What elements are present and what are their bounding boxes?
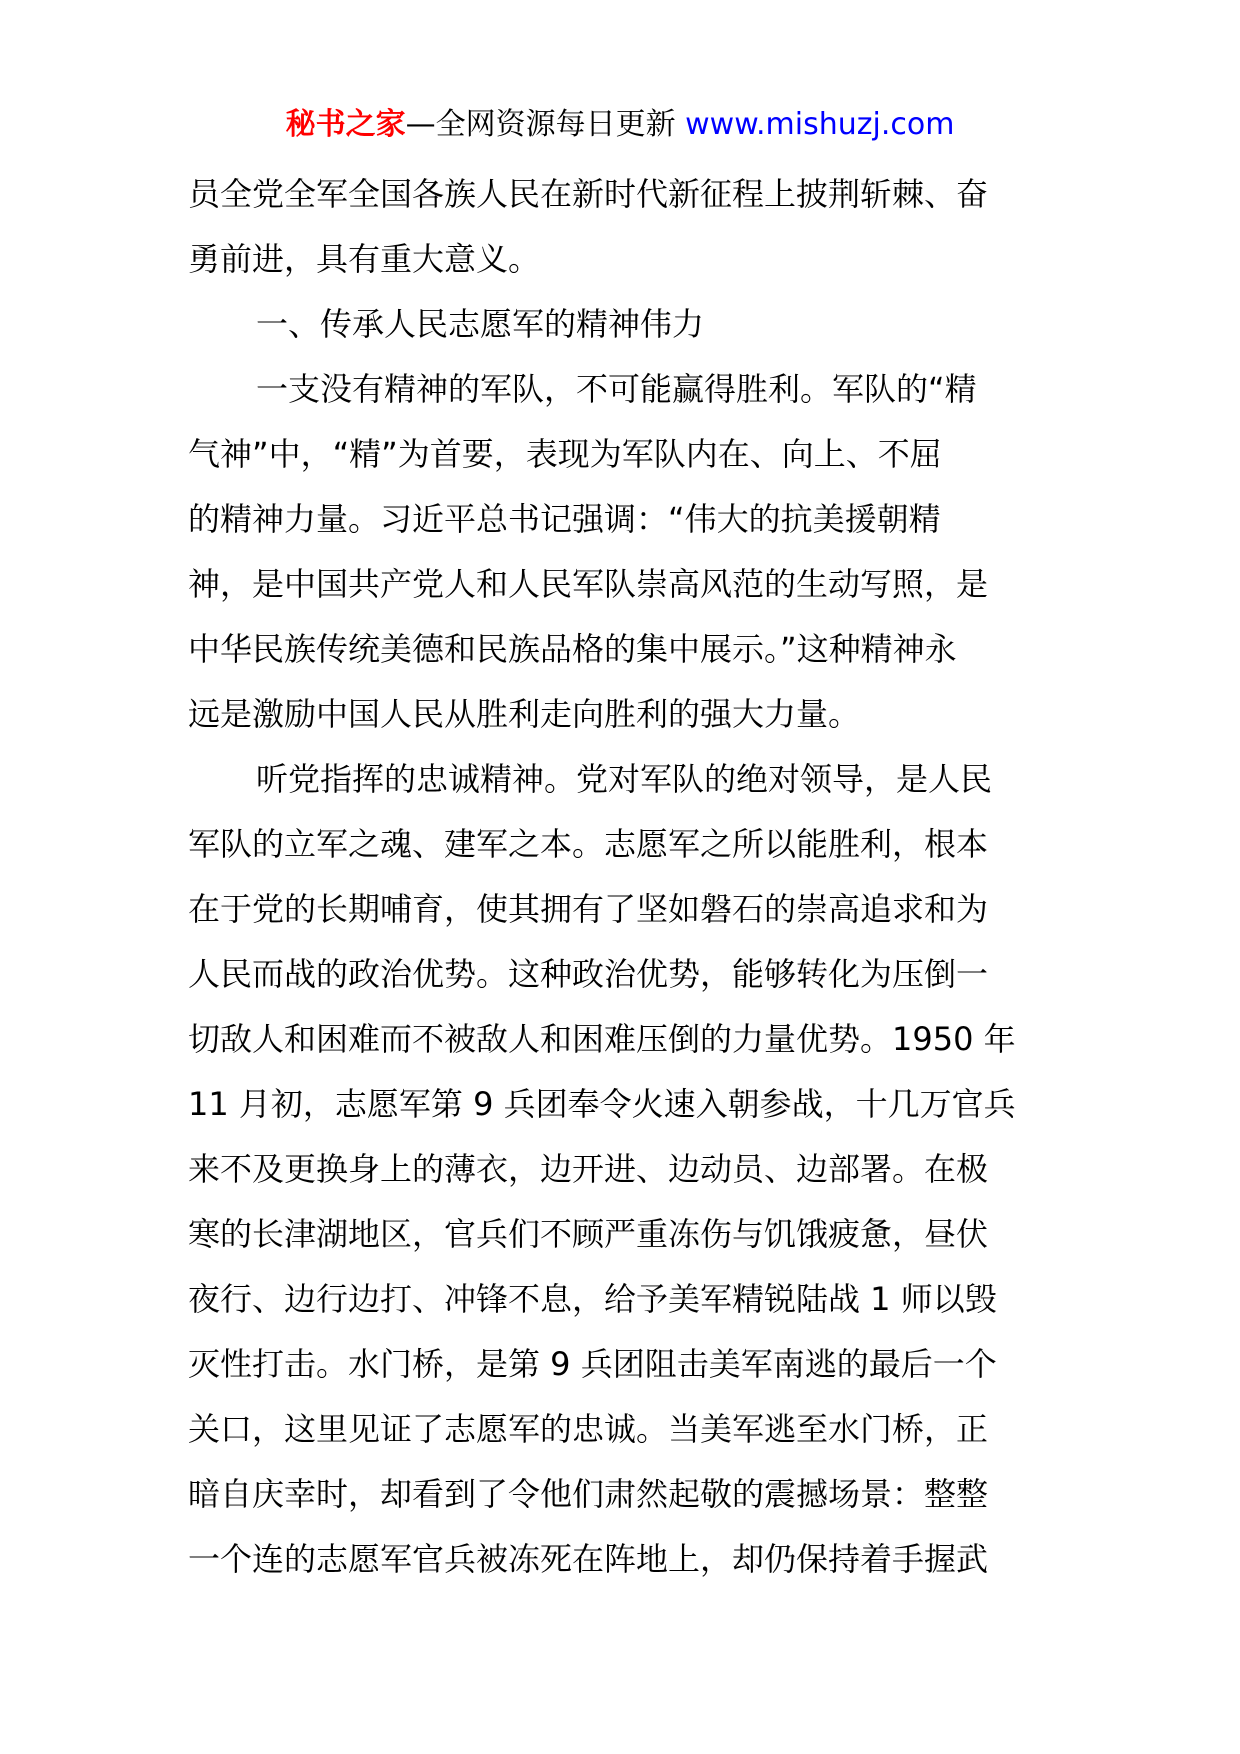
text-line: 员全党全军全国各族人民在新时代新征程上披荆斩棘、奋 (188, 175, 989, 213)
brand-name: 秘书之家 (285, 107, 406, 142)
text-line: 暗自庆幸时，却看到了令他们肃然起敬的震撼场景：整整 (188, 1475, 989, 1513)
section-heading: 一、传承人民志愿军的精神伟力 (256, 305, 705, 343)
text-line: 听党指挥的忠诚精神。党对军队的绝对领导，是人民 (256, 760, 993, 798)
text-line: 11 月初，志愿军第 9 兵团奉令火速入朝参战，十几万官兵 (188, 1085, 1016, 1123)
text-line: 来不及更换身上的薄衣，边开进、边动员、边部署。在极 (188, 1150, 989, 1188)
text-line: 勇前进，具有重大意义。 (188, 240, 541, 278)
text-line: 一支没有精神的军队，不可能赢得胜利。军队的“精 (256, 370, 977, 408)
page-header (0, 100, 1240, 150)
text-line: 切敌人和困难而不被敌人和困难压倒的力量优势。1950 年 (188, 1020, 1016, 1058)
text-line: 关口，这里见证了志愿军的忠诚。当美军逃至水门桥，正 (188, 1410, 989, 1448)
text-line: 神，是中国共产党人和人民军队崇高风范的生动写照，是 (188, 565, 989, 603)
document-body (188, 162, 1052, 1592)
website-link[interactable]: www.mishuzj.com (685, 107, 955, 142)
text-line: 人民而战的政治优势。这种政治优势，能够转化为压倒一 (188, 955, 989, 993)
header-tagline: —全网资源每日更新 (405, 107, 676, 142)
text-line: 寒的长津湖地区，官兵们不顾严重冻伤与饥饿疲惫，昼伏 (188, 1215, 989, 1253)
text-line: 中华民族传统美德和民族品格的集中展示。”这种精神永 (188, 630, 957, 668)
text-line: 灭性打击。水门桥，是第 9 兵团阻击美军南逃的最后一个 (188, 1345, 997, 1383)
text-line: 在于党的长期哺育，使其拥有了坚如磐石的崇高追求和为 (188, 890, 989, 928)
text-line: 夜行、边行边打、冲锋不息，给予美军精锐陆战 1 师以毁 (188, 1280, 997, 1318)
text-line: 军队的立军之魂、建军之本。志愿军之所以能胜利，根本 (188, 825, 989, 863)
text-line: 一个连的志愿军官兵被冻死在阵地上，却仍保持着手握武 (188, 1540, 989, 1578)
text-line: 的精神力量。习近平总书记强调：“伟大的抗美援朝精 (188, 500, 941, 538)
text-line: 气神”中，“精”为首要，表现为军队内在、向上、不屈 (188, 435, 942, 473)
text-line: 远是激励中国人民从胜利走向胜利的强大力量。 (188, 695, 861, 733)
